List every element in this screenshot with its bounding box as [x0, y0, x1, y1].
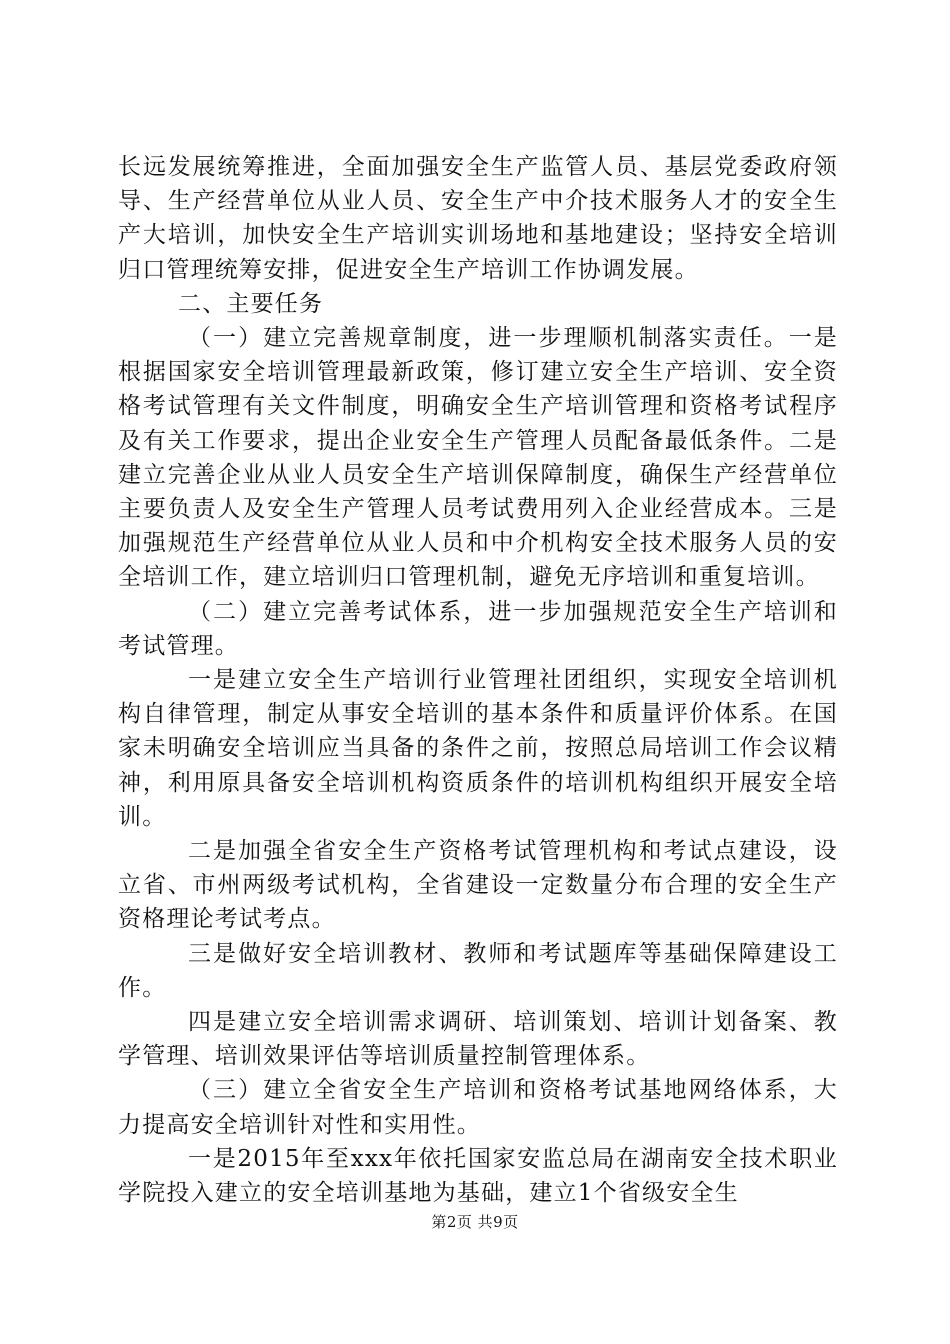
document-body [118, 150, 838, 1210]
subsection-2-item-3: 三是做好安全培训教材、教师和考试题库等基础保障建设工作。 [118, 940, 838, 1001]
subsection-2-item-4: 四是建立安全培训需求调研、培训策划、培训计划备案、教学管理、培训效果评估等培训质量控制管理体系。 [118, 1009, 838, 1070]
paragraph-continuation: 长远发展统筹推进，全面加强安全生产监管人员、基层党委政府领导、生产经营单位从业人员、安全生产中介技术服务人才的安全生产大培训，加快安全生产培训实训场地和基地建设；坚持安全培训归口管理统筹安排，促进安全生产培训工作协调发展。 [118, 154, 838, 283]
subsection-2-item-2: 二是加强全省安全生产资格考试管理机构和考试点建设，设立省、市州两级考试机构，全省建设一定数量分布合理的安全生产资格理论考试考点。 [118, 838, 838, 933]
section-heading-main-tasks: 二、主要任务 [178, 290, 324, 317]
subsection-2-item-1: 一是建立安全生产培训行业管理社团组织，实现安全培训机构自律管理，制定从事安全培训的基本条件和质量评价体系。在国家未明确安全培训应当具备的条件之前，按照总局培训工作会议精神，利用原具备安全培训机构资质条件的培训机构组织开展安全培训。 [118, 667, 838, 830]
subsection-3-item-1: 一是2015年至xxx年依托国家安监总局在湖南安全技术职业学院投入建立的安全培训基地为基础，建立1个省级安全生 [118, 1145, 838, 1207]
subsection-1-paragraph: （一）建立完善规章制度，进一步理顺机制落实责任。一是根据国家安全培训管理最新政策，修订建立安全生产培训、安全资格考试管理有关文件制度，明确安全生产培训管理和资格考试程序及有关工作要求，提出企业安全生产管理人员配备最低条件。二是建立完善企业从业人员安全生产培训保障制度，确保生产经营单位主要负责人及安全生产管理人员考试费用列入企业经营成本。三是加强规范生产经营单位从业人员和中介机构安全技术服务人员的安全培训工作，建立培训归口管理机制，避免无序培训和重复培训。 [118, 325, 838, 591]
page-number-footer: 第2页 共9页 [431, 1213, 519, 1231]
subsection-3-heading: （三）建立全省安全生产培训和资格考试基地网络体系，大力提高安全培训针对性和实用性。 [118, 1077, 838, 1138]
subsection-2-heading: （二）建立完善考试体系，进一步加强规范安全生产培训和考试管理。 [118, 598, 838, 659]
